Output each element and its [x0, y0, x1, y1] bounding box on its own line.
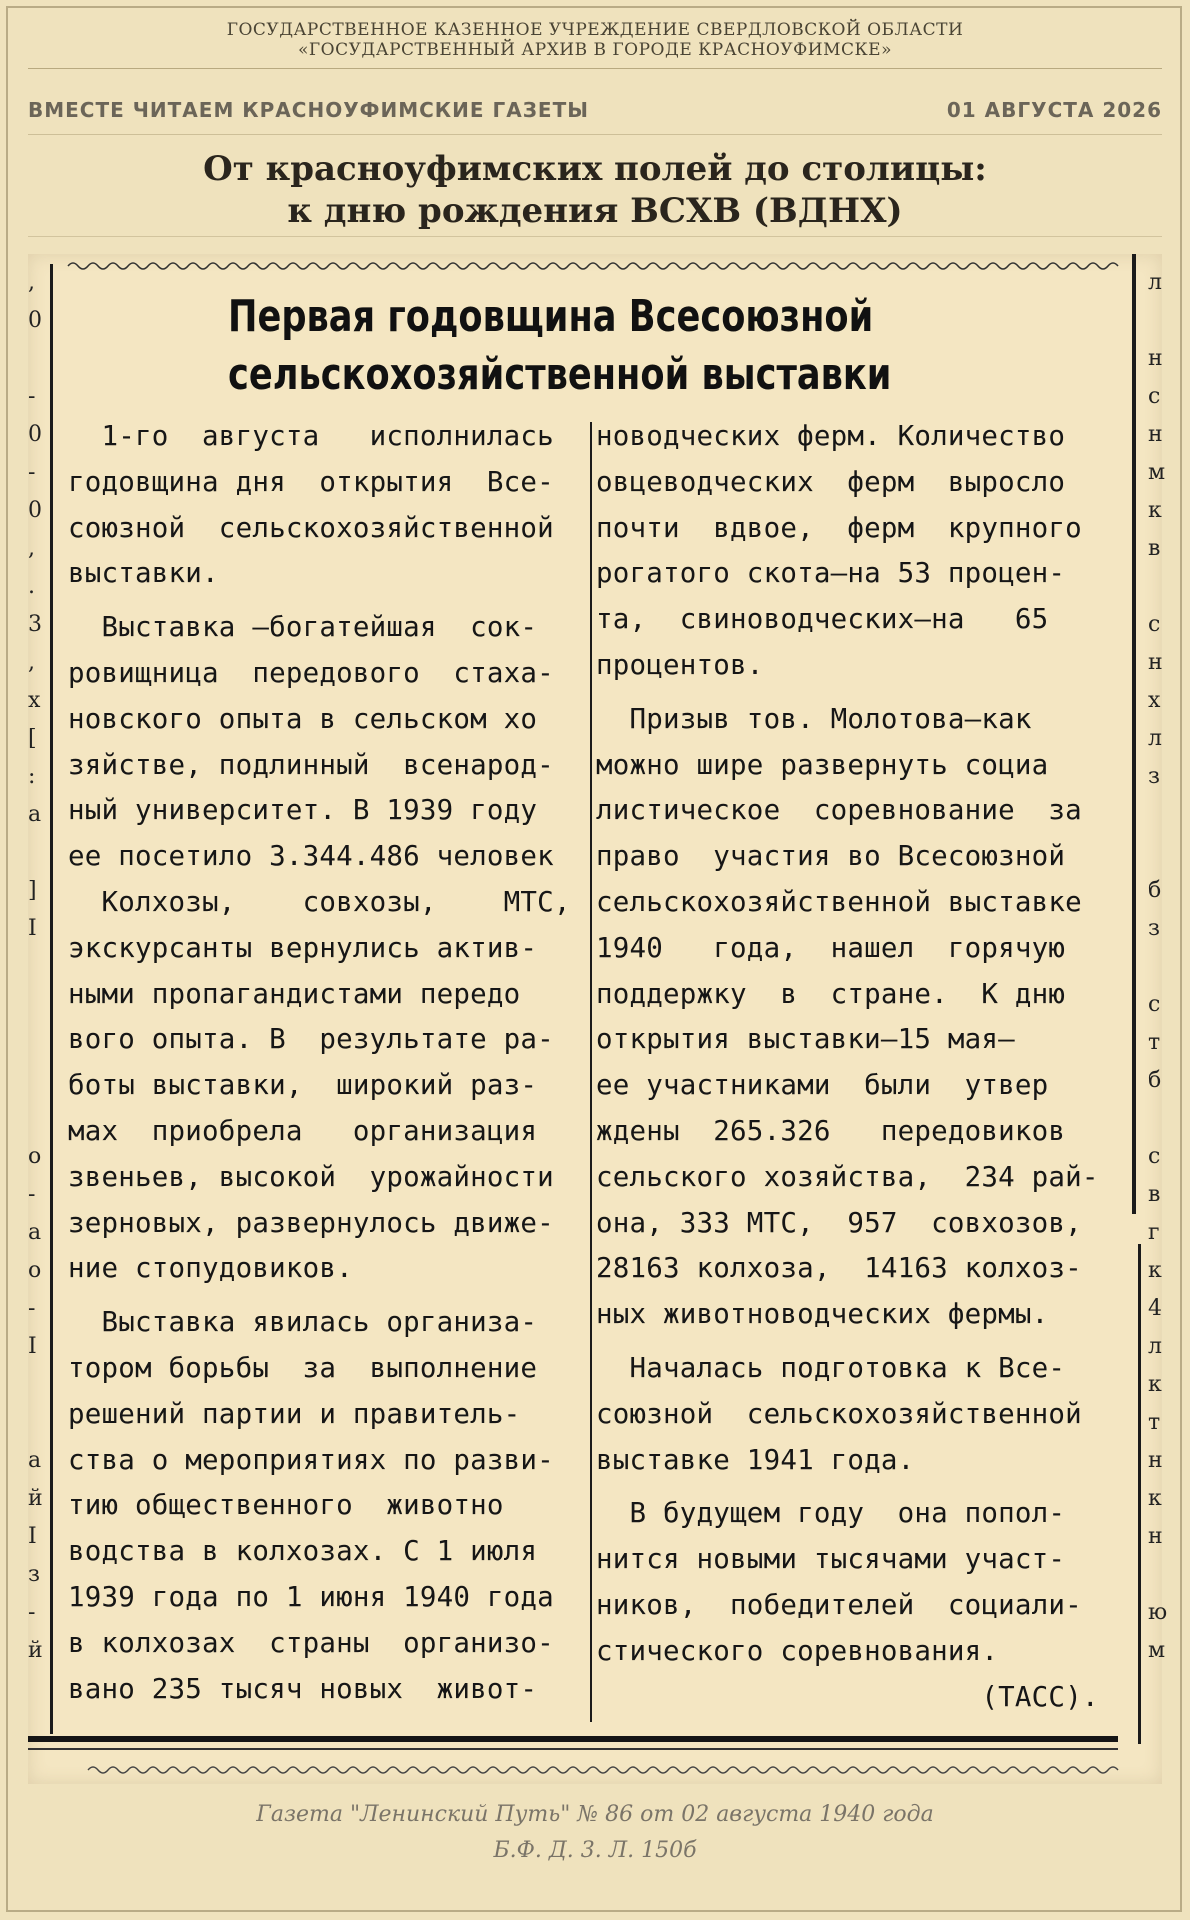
- headline-line-2: к дню рождения ВСХВ (ВДНХ): [287, 191, 903, 231]
- article-line: 1-го августа исполнилась: [68, 420, 554, 452]
- article-line: новского опыта в сельском хо: [68, 702, 538, 735]
- article-line: ный университет. В 1939 году: [68, 794, 538, 827]
- article-line: листическое соревнование за: [596, 794, 1082, 827]
- article-title-line-1: Первая годовщина Всесоюзной: [228, 291, 874, 342]
- article-line: ными пропагандистами передо: [68, 977, 521, 1010]
- caption-source: Газета "Ленинский Путь" № 86 от 02 августа 1940 года: [256, 1802, 934, 1827]
- archive-header: [0, 20, 1190, 60]
- article-line: зерновых, развернулось движе-: [68, 1206, 554, 1239]
- article-line: Началась подготовка к Все-: [596, 1351, 1066, 1384]
- article-line: почти вдвое, ферм крупного: [596, 511, 1082, 544]
- article-line: ников, победителей социали-: [596, 1588, 1082, 1621]
- article-line: 28163 колхоза, 14163 колхоз-: [596, 1252, 1082, 1285]
- article-line: ных животноводческих фермы.: [596, 1298, 1049, 1331]
- article-line: ждены 265.326 передовиков: [596, 1114, 1066, 1147]
- column-rule-right: [1132, 254, 1136, 1214]
- wavy-border-top: [68, 260, 1118, 272]
- title-divider: [28, 236, 1162, 237]
- article-line: ее участниками были утвер: [596, 1069, 1049, 1102]
- article-line: ровищница передового стаха-: [68, 656, 554, 689]
- article-line: 1940 года, нашел горячую: [596, 931, 1066, 964]
- paragraph-gap: [68, 597, 571, 605]
- article-line: экскурсанты вернулись актив-: [68, 931, 538, 964]
- article-line: 1939 года по 1 июня 1940 года: [68, 1580, 554, 1613]
- article-line: новодческих ферм. Количество: [596, 420, 1066, 452]
- article-line: ние стопудовиков.: [68, 1252, 353, 1285]
- article-line: выставки.: [68, 557, 219, 590]
- article-line: мах приобрела организация: [68, 1114, 538, 1147]
- series-label: ВМЕСТЕ ЧИТАЕМ КРАСНОУФИМСКИЕ ГАЗЕТЫ: [28, 98, 589, 122]
- article-line: вого опыта. В результате ра-: [68, 1023, 554, 1056]
- newspaper-clipping: [28, 254, 1168, 1784]
- paragraph-gap: [596, 1338, 1099, 1346]
- article-line: она, 333 МТС, 957 совхозов,: [596, 1206, 1082, 1239]
- archive-line-2: «ГОСУДАРСТВЕННЫЙ АРХИВ В ГОРОДЕ КРАСНОУФИМСКЕ»: [298, 40, 892, 60]
- page-title: [0, 148, 1190, 232]
- article-title-line-2: сельскохозяйственной выставки: [228, 349, 892, 400]
- article-line: открытия выставки—15 мая—: [596, 1023, 1015, 1056]
- article-column-left: [68, 414, 571, 1712]
- article-line: можно шире развернуть социа: [596, 748, 1049, 781]
- article-line: В будущем году она попол-: [596, 1497, 1066, 1530]
- column-rule-right-lower: [1138, 1244, 1141, 1744]
- article-line: ее посетило 3.344.486 человек: [68, 840, 554, 873]
- publication-date: 01 АВГУСТА 2026: [946, 98, 1162, 122]
- column-rule-center: [590, 422, 592, 1722]
- bottom-rule-thin: [28, 1748, 1118, 1750]
- article-line: зяйстве, подлинный всенарод-: [68, 748, 554, 781]
- wavy-border-bottom: [88, 1764, 1118, 1776]
- article-line: овцеводческих ферм выросло: [596, 465, 1066, 498]
- caption-archive-ref: Б.Ф. Д. 3. Л. 150б: [493, 1838, 697, 1863]
- paragraph-gap: [68, 1292, 571, 1300]
- article-line: боты выставки, широкий раз-: [68, 1069, 538, 1102]
- neighbor-column-left-fragment: , 0 - 0 - 0 , . 3 , х [ : а ] I о - а о - I а й I з - й: [28, 270, 43, 1663]
- article-line: тию общественного животно: [68, 1489, 504, 1522]
- article-line: союзной сельскохозяйственной: [68, 511, 554, 544]
- article-line: выставке 1941 года.: [596, 1443, 915, 1476]
- archive-line-1: ГОСУДАРСТВЕННОЕ КАЗЕННОЕ УЧРЕЖДЕНИЕ СВЕРДЛОВСКОЙ ОБЛАСТИ: [226, 20, 964, 40]
- paragraph-gap: [596, 689, 1099, 697]
- article-line: стического соревнования.: [596, 1634, 999, 1667]
- article-line: водства в колхозах. С 1 июля: [68, 1535, 538, 1568]
- series-divider: [28, 134, 1162, 135]
- paragraph-gap: [596, 1483, 1099, 1491]
- article-line: сельского хозяйства, 234 рай-: [596, 1160, 1099, 1193]
- article-line: Выставка —богатейшая сок-: [68, 611, 538, 644]
- article-line: тором борьбы за выполнение: [68, 1351, 538, 1384]
- article-line: в колхозах страны организо-: [68, 1626, 554, 1659]
- article-line: ства о мероприятиях по разви-: [68, 1443, 554, 1476]
- article-column-right: [596, 414, 1099, 1720]
- article-line: рогатого скота—на 53 процен-: [596, 557, 1066, 590]
- article-line: нится новыми тысячами участ-: [596, 1543, 1066, 1576]
- article-line: Призыв тов. Молотова—как: [596, 702, 1032, 735]
- article-line: поддержку в стране. К дню: [596, 977, 1066, 1010]
- article-line: звеньев, высокой урожайности: [68, 1160, 554, 1193]
- headline-line-1: От красноуфимских полей до столицы:: [203, 149, 987, 189]
- article-line: вано 235 тысяч новых живот-: [68, 1672, 538, 1705]
- article-line: годовщина дня открытия Все-: [68, 465, 554, 498]
- article-line: процентов.: [596, 648, 764, 681]
- article-line: решений партии и правитель-: [68, 1397, 521, 1430]
- bottom-rule-thick: [28, 1736, 1118, 1742]
- article-line: Выставка явилась организа-: [68, 1306, 538, 1339]
- article-line: сельскохозяйственной выставке: [596, 885, 1082, 918]
- article-line: та, свиноводческих—на 65: [596, 603, 1049, 636]
- article-title: [228, 288, 892, 404]
- neighbor-column-right-fragment: л н с н м к в с н х л з б з с т б с в г к 4 л к т н к н ю м: [1148, 270, 1168, 1663]
- article-line: Колхозы, совхозы, МТС,: [68, 885, 571, 918]
- header-divider: [28, 68, 1162, 69]
- column-rule-left: [50, 264, 53, 1734]
- article-line: союзной сельскохозяйственной: [596, 1397, 1082, 1430]
- article-line: право участия во Всесоюзной: [596, 840, 1066, 873]
- article-signature: (ТАСС).: [981, 1680, 1099, 1713]
